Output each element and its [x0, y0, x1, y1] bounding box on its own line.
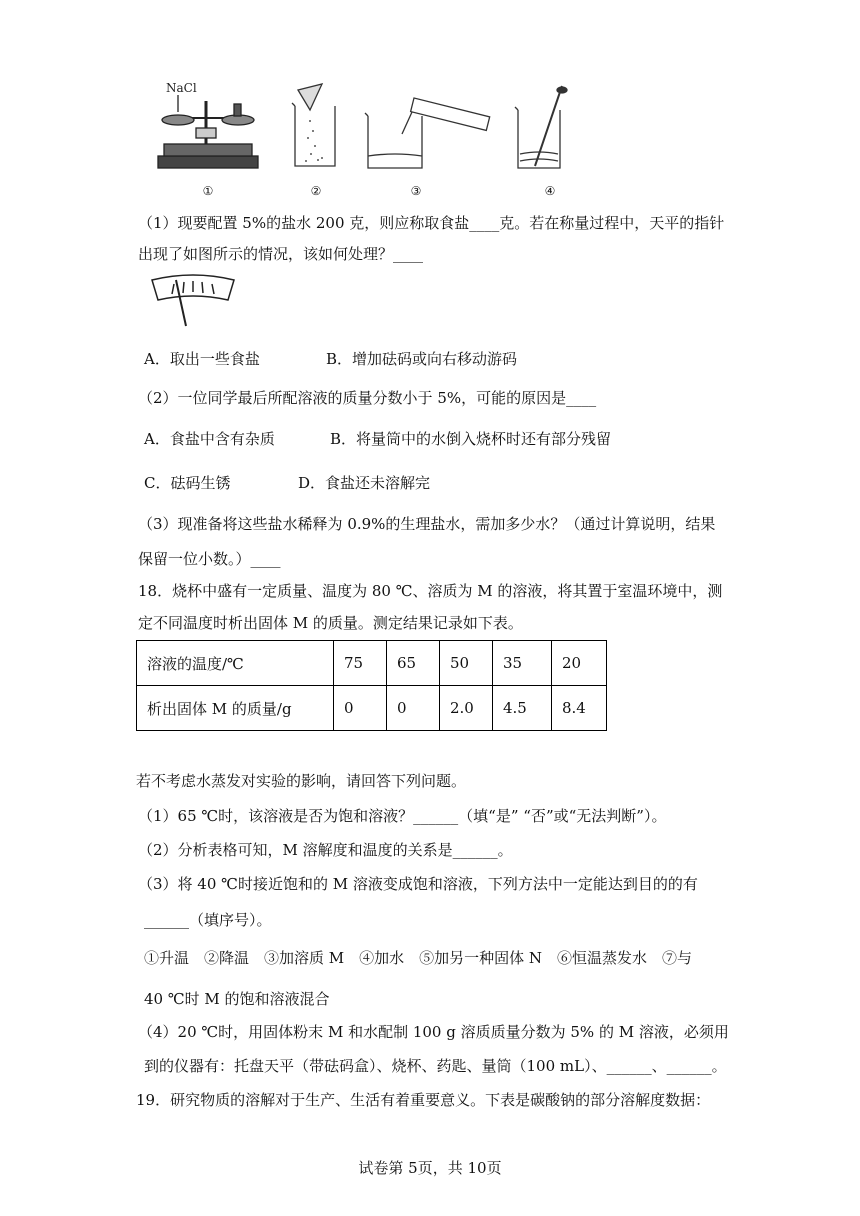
q17-part2-option-d: D．食盐还未溶解完: [298, 474, 431, 492]
table-cell: 8.4: [552, 686, 607, 731]
table-cell: 35: [493, 641, 552, 686]
q17-part1-option-a: A．取出一些食盐: [144, 350, 260, 368]
table-cell: 0: [387, 686, 440, 731]
q18-part4-line1: （4）20 ℃时，用固体粉末 M 和水配制 100 g 溶质质量分数为 5% 的 M 溶液，必须用: [138, 1023, 729, 1041]
table-cell: 50: [440, 641, 493, 686]
q17-part3-line1: （3）现准备将这些盐水稀释为 0.9%的生理盐水，需加多少水？（通过计算说明，结果: [138, 515, 716, 533]
table-cell: 2.0: [440, 686, 493, 731]
q18-options-line1: ①升温 ②降温 ③加溶质 M ④加水 ⑤加另一种固体 N ⑥恒温蒸发水 ⑦与: [144, 949, 693, 967]
q17-part2-line: （2）一位同学最后所配溶液的质量分数小于 5%，可能的原因是____: [138, 389, 597, 407]
cylinder-pouring-water: [365, 98, 490, 168]
nacl-label: NaCl: [166, 81, 197, 95]
q18-options-line2: 40 ℃时 M 的饱和溶液混合: [144, 990, 330, 1008]
table-cell: 75: [334, 641, 387, 686]
q18-intro-line2: 定不同温度时析出固体 M 的质量。测定结果记录如下表。: [138, 614, 523, 632]
q18-intro-line1: 18．烧杯中盛有一定质量、温度为 80 ℃、溶质为 M 的溶液，将其置于室温环境中，测: [138, 582, 723, 600]
q17-part2-option-b: B．将量筒中的水倒入烧杯时还有部分残留: [330, 430, 612, 448]
step-label-2: ②: [310, 184, 322, 198]
q17-part1-line1: （1）现要配置 5%的盐水 200 克，则应称取食盐____克。若在称量过程中，天平的指针: [138, 214, 725, 232]
q17-part2-option-c: C．砝码生锈: [144, 474, 231, 492]
table-row: [137, 641, 607, 686]
q18-note: 若不考虑水蒸发对实验的影响，请回答下列问题。: [136, 772, 467, 790]
table-cell: 20: [552, 641, 607, 686]
page-footer: 试卷第 5页，共 10页: [358, 1159, 502, 1177]
balance-pointer-gauge: [148, 272, 238, 332]
table-row: [137, 686, 607, 731]
beaker-pouring-salt: [292, 84, 335, 166]
experiment-figure: [150, 76, 590, 206]
balance-scale-drawing: [158, 81, 258, 168]
step-label-4: ④: [544, 184, 556, 198]
q17-part2-option-a: A．食盐中含有杂质: [144, 430, 275, 448]
table-cell: 0: [334, 686, 387, 731]
table-cell: 溶液的温度/℃: [137, 641, 334, 686]
table-cell: 65: [387, 641, 440, 686]
q18-data-table: [136, 640, 607, 731]
q18-part2: （2）分析表格可知，M 溶解度和温度的关系是______。: [138, 841, 513, 859]
q17-part1-option-b: B．增加砝码或向右移动游码: [326, 350, 518, 368]
step-label-3: ③: [410, 184, 422, 198]
step-label-1: ①: [202, 184, 214, 198]
table-cell: 析出固体 M 的质量/g: [137, 686, 334, 731]
q18-part4-line2: 到的仪器有：托盘天平（带砝码盒）、烧杯、药匙、量筒（100 mL）、______、______。: [144, 1057, 727, 1075]
q17-part1-line2: 出现了如图所示的情况，该如何处理？____: [138, 245, 424, 263]
q19-intro: 19．研究物质的溶解对于生产、生活有着重要意义。下表是碳酸钠的部分溶解度数据：: [136, 1091, 711, 1109]
beaker-stirring: [515, 86, 567, 168]
q18-part3-line1: （3）将 40 ℃时接近饱和的 M 溶液变成饱和溶液，下列方法中一定能达到目的的有: [138, 875, 698, 893]
q17-part3-line2: 保留一位小数。）____: [138, 550, 281, 568]
q18-part1: （1）65 ℃时，该溶液是否为饱和溶液？______（填“是” “否”或“无法判断”）。: [138, 807, 667, 825]
table-cell: 4.5: [493, 686, 552, 731]
pointer-gauge-icon: [148, 272, 238, 332]
q18-part3-line2: ______（填序号）。: [144, 911, 272, 929]
